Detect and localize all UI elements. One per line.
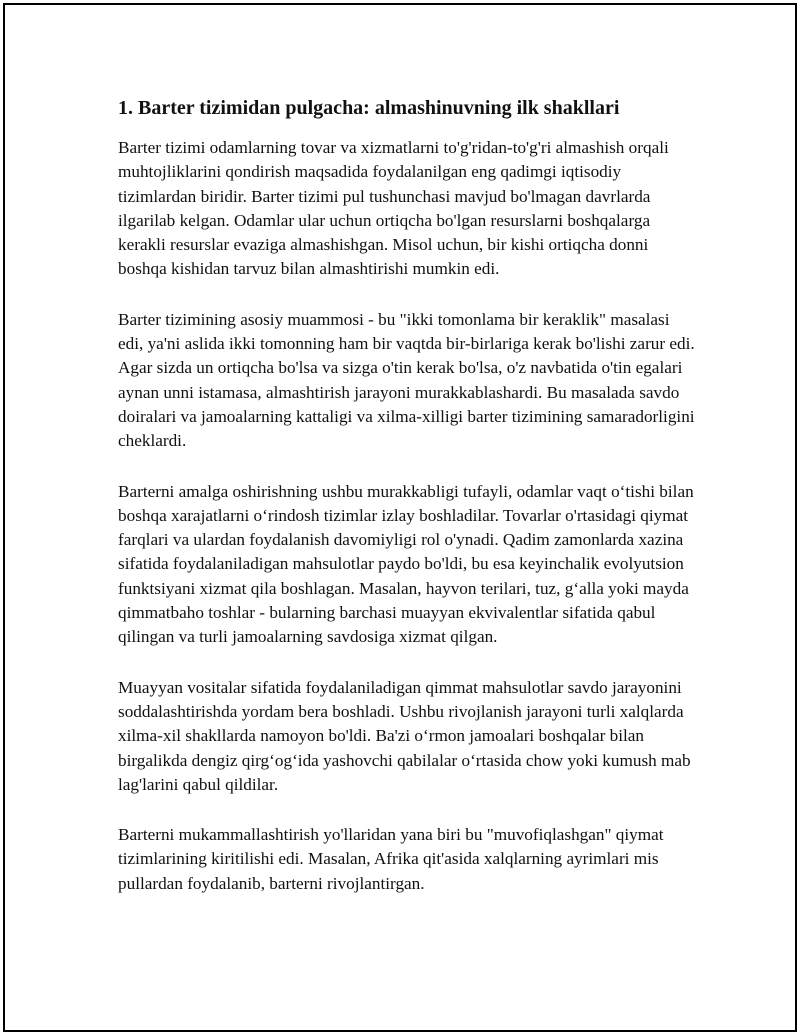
section-heading: 1. Barter tizimidan pulgacha: almashinuvning ilk shakllari (118, 97, 620, 119)
paragraph: Muayyan vositalar sifatida foydalaniladigan qimmat mahsulotlar savdo jarayonini soddalashtirishda yordam bera boshladi. Ushbu rivojlanish jarayoni turli xalqlarda xilma-xil shakllarda namoyon bo'ldi. Ba'zi o‘rmon jamoalari boshqalar bilan birgalikda dengiz qirg‘og‘ida yashovchi qabilalar o‘rtasida chow yoki kumush mab lag'larini qabul qildilar. (118, 677, 691, 794)
paragraph: Barter tizimining asosiy muammosi - bu "ikki tomonlama bir keraklik" masalasi edi, ya'ni aslida ikki tomonning ham bir vaqtda bir-birlariga kerak bo'lishi zarur edi. Agar sizda un ortiqcha bo'lsa va sizga o'tin kerak bo'lsa, o'z navbatida o'tin egalari aynan unni istamasa, almashtirish jarayoni murakkablashardi. Bu masalada savdo doiralari va jamoalarning kattaligi va xilma-xilligi barter tizimining samaradorligini cheklardi. (118, 309, 695, 451)
paragraph: Barter tizimi odamlarning tovar va xizmatlarni to'g'ridan-to'g'ri almashish orqali muhtojliklarini qondirish maqsadida foydalanilgan eng qadimgi iqtisodiy tizimlardan biridir. Barter tizimi pul tushunchasi mavjud bo'lmagan davrlarda ilgarilab kelgan. Odamlar ular uchun ortiqcha bo'lgan resurslarni boshqalarga kerakli resurslar evaziga almashishgan. Misol uchun, bir kishi ortiqcha donni boshqa kishidan tarvuz bilan almashtirishi mumkin edi. (118, 138, 669, 279)
paragraph: Barterni amalga oshirishning ushbu murakkabligi tufayli, odamlar vaqt o‘tishi bilan boshqa xarajatlarni o‘rindosh tizimlar izlay boshladilar. Tovarlar o'rtasidagi qiymat farqlari va ulardan foydalanish davomiyligi rol o'ynadi. Qadim zamonlarda xazina sifatida foydalaniladigan mahsulotlar paydo bo'ldi, bu esa keyinchalik evolyutsion funktsiyani xizmat qila boshlagan. Masalan, hayvon terilari, tuz, g‘alla yoki mayda qimmatbaho toshlar - bularning barchasi muayyan ekvivalentlar sifatida qabul qilingan va turli jamoalarning savdosiga xizmat qilgan. (118, 481, 694, 647)
paragraph: Barterni mukammallashtirish yo'llaridan yana biri bu "muvofiqlashgan" qiymat tizimlarining kiritilishi edi. Masalan, Afrika qit'asida xalqlarning ayrimlari mis pullardan foydalanib, barterni rivojlantirgan. (118, 825, 664, 893)
document-body (118, 93, 698, 922)
document-page (3, 3, 797, 1032)
